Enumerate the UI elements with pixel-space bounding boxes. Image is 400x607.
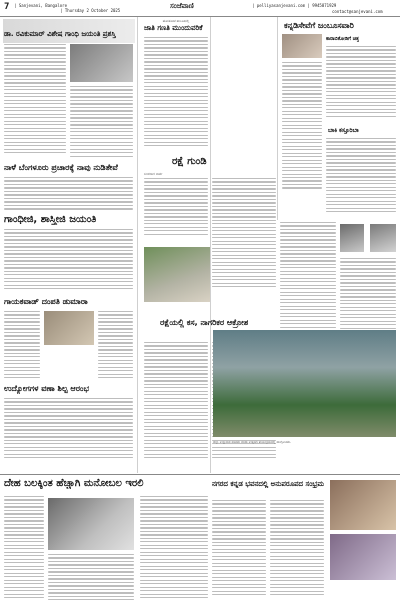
headline-parliament: ನಾಳೆ ಬೆಂಗಳೂರು ಪ್ರಚಾರಕ್ಕೆ ನಾವು ನುಡಿತೇವೆ [4, 163, 118, 172]
headline-deha-banner: ದೇಹ ಬಲಕ್ಕಿಂತ ಹೆಚ್ಚಾಗಿ ಮನೋಬಲ ಇರಲಿ [4, 478, 144, 489]
article-right-lower-b [340, 258, 396, 335]
article-gayakwad-col2 [98, 311, 133, 381]
article-deha-col2 [48, 554, 134, 603]
headline-rashtrapati: ರಕ್ಷೆ ಗುಂಡಿ [172, 156, 207, 167]
headline-karabi: ಕಾರಾಬಿಕೋಡಿಗೆ ಚಿತ್ತ [326, 36, 360, 42]
headline-jati-ganati: ಜಾತಿ ಗಣತಿ ಮುಂದುವರಿಕೆ [144, 24, 203, 32]
headline-udyogaraga: ಉದ್ಯೋಗಗಳ ವಣಾ ಶಿಲ್ಪ ಆರಂಭ [4, 384, 89, 393]
column-rule [210, 17, 211, 473]
article-kannada-left [282, 62, 322, 191]
portrait-photo-a [340, 224, 364, 252]
issue-date: | Thursday 2 October 2025 [60, 8, 121, 13]
dasara-event-photo [213, 330, 396, 437]
article-right-lower-a [280, 222, 336, 340]
column-rule [277, 17, 278, 220]
article-rashtrapati [144, 178, 208, 237]
contact-line: | pelliyasanjevani.com | 9945871929 [252, 3, 337, 8]
portrait-photo-b [370, 224, 396, 252]
column-rule [137, 17, 138, 473]
bottom-banner-rule [0, 474, 400, 475]
article-gandhi-award-col2 [70, 86, 133, 159]
page-number: 7 [4, 2, 10, 12]
article-gayakwad-col1 [4, 311, 40, 381]
article-parliament [4, 177, 133, 212]
article-deha-col1 [4, 496, 44, 601]
headline-baaki: ಬಾಕಿ ಕಸ್ತೂರಿಬಾ [328, 127, 359, 134]
kannada-bhavana-photo-a [330, 480, 396, 530]
article-udyogaraga [4, 398, 133, 461]
meeting-photo [48, 498, 134, 550]
kannada-thumb-photo [282, 34, 322, 58]
masthead-rule [0, 16, 400, 17]
article-rashtrapati-right [212, 178, 276, 290]
masthead-logo: ಸಂಜೆವಾಣಿ [170, 2, 194, 10]
kannada-bhavana-photo-b [330, 534, 396, 580]
jati-kicker: ಹೊಸಕೋಟೆ ತಾಲೂಕಿನಲ್ಲಿ [162, 19, 190, 23]
headline-rakshenge: ರಕ್ಷೆಯಲ್ಲಿ ಕಸ, ನಾಗರಿಕರ ಆಕ್ರೋಶ [160, 318, 249, 327]
contact-email: contact@sanjevani.com [332, 9, 383, 14]
article-deha-col3 [140, 496, 208, 601]
article-jati-ganati [144, 37, 208, 149]
ceremony-photo-small [70, 44, 133, 82]
article-nagarada-col1 [212, 500, 266, 598]
article-baaki [326, 138, 396, 215]
article-nagarada-col2 [270, 500, 324, 598]
headline-gandhi-jayanti: ಗಾಂಧೀಜಿ, ಶಾಸ್ತ್ರೀಜಿ ಜಯಂತಿ [4, 214, 97, 225]
headline-nagarada: ನಗರದ ಕನ್ನಡ ಭವನದಲ್ಲಿ ಅನುಪರೂಪದ ಸಂಭ್ರಮ [212, 480, 325, 488]
article-kannada-banner [326, 46, 396, 119]
headline-kannada-banner: ಕನ್ನಡಿಸೇವೆಗೆ ಜಂಬೂಸವಾರಿ [284, 21, 354, 30]
headline-gayakwad: ಗಾಯಕವಾಡ್ ದಂಪತಿ ಡುಮಾರಾ [4, 297, 88, 306]
couple-photo [44, 311, 94, 345]
edition-city: | Sanjevani, Bangalore [14, 3, 67, 8]
article-gandhi-award-col1 [4, 44, 66, 156]
article-rakshenge [144, 342, 208, 460]
garbage-photo [144, 247, 210, 302]
headline-gandhi-award: ಡಾ. ರವಿಕುಮಾರ್ ವಿಶೇಷ ಗಾಂಧಿ ಜಯಂತಿ ಪ್ರಶಸ್ತಿ [4, 30, 116, 38]
dasara-photo-caption: ಜಿಲ್ಲಾ ಉಸ್ತುವಾರಿ ಸಚಿವರು ದಸರಾ ಉತ್ಸವದ ಕಾರ್ಯಕ್ರಮದಲ್ಲಿ ಪಾಲ್ಗೊಂಡರು. [213, 440, 292, 444]
rashtrapati-byline: ಸಂಜೆವಾಣಿ ವಾರ್ತೆ [144, 172, 163, 176]
article-gandhi-jayanti [4, 229, 133, 292]
